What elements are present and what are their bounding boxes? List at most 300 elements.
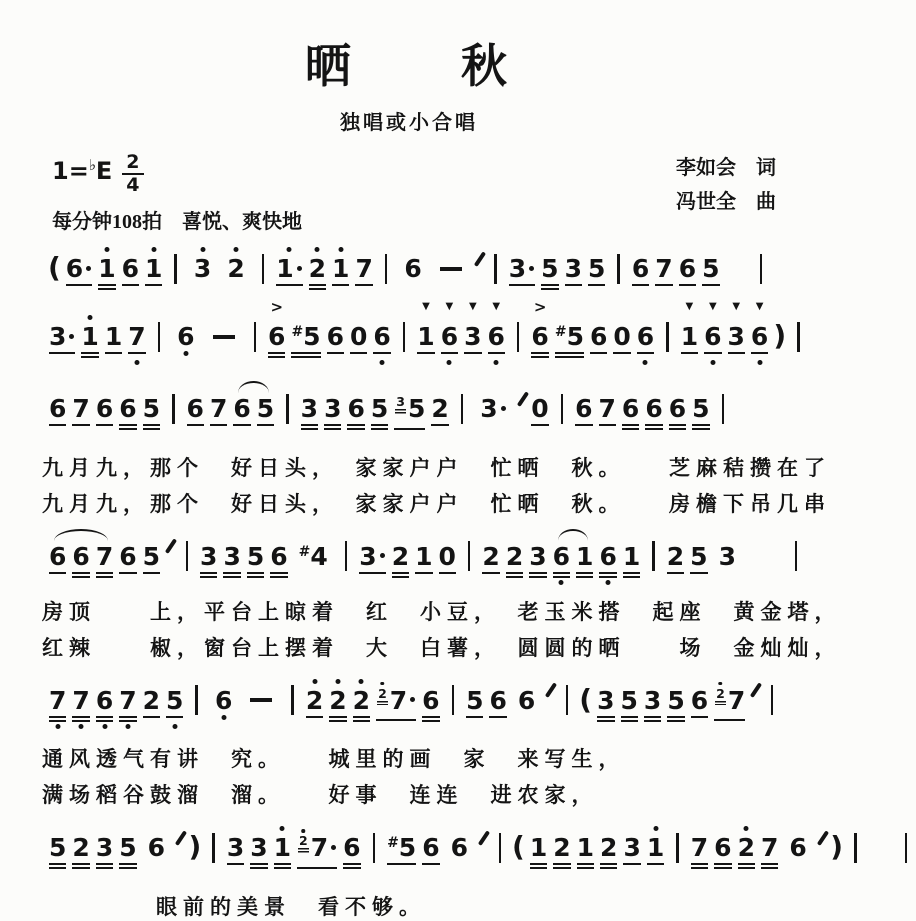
augmentation-dot (501, 406, 506, 411)
note-digit: 6 (147, 833, 166, 862)
note (391, 541, 410, 578)
note-digit: 7 (72, 685, 90, 715)
note (505, 541, 524, 578)
note (489, 685, 507, 722)
key-signature (52, 151, 302, 196)
octave-dot-low (643, 360, 648, 365)
note (623, 835, 640, 869)
barline (795, 541, 798, 571)
note (645, 396, 662, 430)
note (680, 301, 699, 358)
note-digit: 2 (737, 833, 755, 862)
octave-dot-high (653, 826, 658, 831)
note (227, 835, 244, 869)
note-digit: 6 (95, 685, 114, 715)
note (422, 835, 439, 869)
note-digit: 4 (310, 541, 328, 571)
octave-dot-low (221, 715, 226, 720)
note (96, 396, 113, 430)
note-digit: 6 (487, 322, 505, 351)
note (246, 541, 265, 578)
meter-denominator: 4 (126, 174, 140, 196)
octave-dot-high (315, 247, 320, 252)
fall-mark-icon (474, 251, 486, 266)
note-digit: 2 (482, 541, 500, 571)
dash-extension (250, 698, 272, 702)
note-digit: 5 (587, 254, 606, 283)
note (531, 298, 549, 358)
augmentation-dot (410, 697, 415, 702)
note (565, 256, 582, 290)
note-digit: 5 (370, 394, 389, 423)
barline (771, 685, 774, 715)
parenthesis: ) (830, 830, 844, 863)
note-digit: 5 (119, 833, 137, 862)
note (95, 541, 114, 578)
note-digit: 6 (233, 394, 251, 423)
barline (617, 254, 620, 284)
barline (262, 254, 265, 284)
composer-credit: 冯世全 曲 (676, 191, 776, 213)
note-digit: 6 (704, 322, 722, 351)
barline (905, 833, 908, 863)
note-digit: 3 (464, 322, 482, 351)
note-digit: 6 (668, 394, 687, 423)
note (643, 685, 662, 722)
note (555, 324, 584, 358)
octave-dot-low (79, 724, 84, 729)
note-digit: 1 (145, 254, 163, 283)
spacer (723, 276, 751, 277)
note-digit: 6 (645, 394, 663, 423)
note (789, 835, 806, 869)
note (531, 396, 548, 430)
note-digit: 3 (597, 685, 615, 715)
staccato-mark: ▼ (685, 301, 694, 312)
note-digit: 1 (417, 322, 435, 351)
note-digit: 6 (121, 254, 140, 283)
barline (291, 685, 294, 715)
note (177, 324, 194, 358)
fall-mark-icon (750, 682, 762, 697)
barline (499, 833, 502, 863)
note-digit: 5 (407, 394, 426, 423)
note-digit: 3 (564, 254, 582, 283)
note-digit: 5 (398, 833, 417, 862)
fall-mark-icon (165, 538, 177, 553)
note (666, 541, 685, 578)
note-digit: 3 (508, 254, 527, 283)
note-digit: 2 (227, 254, 245, 283)
accent-mark: > (533, 298, 547, 316)
note-digit: 3 (480, 394, 498, 423)
note-digit: 2 (142, 685, 161, 715)
dash-extension (440, 267, 462, 271)
lyric-line-verse1: 通风透气有讲 究。 城里的画 家 来写生， (42, 747, 626, 771)
note (691, 835, 708, 869)
note-digit: 6 (517, 685, 536, 715)
staccato-mark: ▼ (422, 301, 430, 312)
octave-dot-low (447, 360, 452, 365)
note-digit: 1 (529, 833, 548, 862)
note-digit: 7 (690, 833, 709, 862)
note (119, 396, 136, 430)
octave-dot-high (200, 247, 205, 252)
note (96, 835, 113, 869)
note (332, 256, 349, 290)
lyric-line-verse2: 红辣 椒，窗台上摆着 大 白薯， 圆圆的晒 场 金灿灿， (42, 635, 842, 660)
note-digit: 7 (389, 685, 408, 715)
note (655, 256, 672, 290)
barline (212, 833, 215, 863)
barline (452, 685, 455, 715)
note (329, 685, 347, 722)
note (298, 541, 328, 578)
note (49, 835, 66, 869)
note (359, 541, 385, 578)
note-digit: 3 (193, 254, 212, 283)
octave-dot-low (134, 360, 139, 365)
note-digit: 7 (310, 833, 329, 862)
note (291, 324, 320, 358)
barline (854, 833, 857, 863)
parenthesis: ( (48, 251, 61, 284)
staccato-mark: ▼ (445, 301, 454, 312)
note-digit: 7 (727, 685, 746, 715)
octave-dot-high (302, 829, 306, 833)
octave-dot-high (359, 679, 364, 684)
key-tempo-block (52, 151, 302, 234)
note-digit: 3 (727, 322, 745, 351)
grace-note (298, 835, 309, 853)
dash-extension (213, 335, 235, 339)
note (509, 256, 535, 290)
barline (345, 541, 348, 571)
note-digit: 2 (431, 394, 449, 423)
note (679, 256, 696, 290)
note (394, 396, 425, 434)
grace-note (395, 396, 406, 414)
octave-dot-high (381, 682, 385, 686)
note-digit: 2 (391, 541, 410, 571)
note-digit: 2 (305, 685, 324, 715)
note (577, 835, 594, 869)
meter-numerator: 2 (122, 153, 143, 175)
note (552, 541, 571, 578)
note-digit: 6 (690, 685, 709, 715)
note-digit: 2 (553, 833, 571, 862)
note-digit: 1 (276, 254, 294, 283)
fall-mark-icon (175, 830, 187, 845)
note (324, 396, 341, 430)
note (119, 835, 136, 869)
octave-dot-high (312, 679, 317, 684)
note (66, 256, 92, 290)
music-line-2 (24, 298, 794, 370)
note-digit: 2 (72, 833, 90, 862)
music-line-3 (24, 370, 794, 446)
note (210, 396, 227, 430)
note-digit: 0 (531, 394, 549, 423)
note (98, 256, 115, 290)
note (529, 541, 547, 578)
note (166, 685, 184, 722)
note-digit: 6 (347, 394, 365, 423)
staccato-mark: ▼ (732, 301, 741, 312)
note (431, 396, 448, 430)
grace-note-digit: 2 (298, 835, 309, 853)
note-digit: 5 (166, 685, 184, 715)
note-digit: 2 (600, 833, 618, 862)
note (142, 685, 161, 722)
note-digit: 6 (49, 394, 67, 423)
note (49, 685, 67, 722)
note (622, 541, 641, 578)
octave-dot-low (55, 724, 60, 729)
note-digit: 6 (621, 394, 640, 423)
note-digit: 0 (438, 541, 456, 571)
note (440, 301, 459, 358)
note (72, 541, 90, 578)
barline (566, 685, 569, 715)
note-digit: 7 (655, 254, 673, 283)
spacer (744, 564, 786, 565)
note-digit: 6 (599, 541, 617, 571)
note-digit: 5 (142, 394, 161, 423)
note (692, 396, 709, 430)
octave-dot-high (151, 247, 156, 252)
slur-group (550, 541, 597, 578)
barline (652, 541, 655, 571)
note (480, 396, 506, 430)
octave-dot-low (757, 360, 762, 365)
sharp-icon: # (554, 324, 567, 340)
system-3 (24, 370, 831, 518)
note (347, 396, 364, 430)
note (690, 541, 708, 578)
note (187, 396, 204, 430)
note-digit: 6 (552, 541, 571, 571)
note (327, 324, 344, 358)
slur-group (46, 541, 116, 578)
note (404, 256, 421, 290)
note (613, 324, 630, 358)
note (600, 835, 617, 869)
fall-mark-icon (817, 830, 829, 845)
note (667, 685, 685, 722)
note-digit: 3 (200, 541, 218, 571)
music-line-4 (24, 518, 794, 590)
note (305, 685, 324, 722)
octave-dot-low (102, 724, 107, 729)
note-digit: 6 (714, 833, 732, 862)
note (72, 835, 89, 869)
note-digit: 3 (250, 833, 268, 862)
note (200, 541, 218, 578)
octave-dot-low (606, 580, 611, 585)
parenthesis: ) (773, 319, 787, 352)
note-digit: 6 (636, 322, 655, 351)
note (49, 541, 67, 578)
barline (373, 833, 376, 863)
note-digit: 1 (576, 541, 594, 571)
note (49, 324, 75, 358)
note (714, 685, 746, 726)
note (145, 256, 162, 290)
note (417, 301, 435, 358)
note-digit: 3 (529, 541, 547, 571)
note-digit: 1 (273, 833, 292, 862)
note (371, 396, 388, 430)
note (714, 835, 731, 869)
grace-note (715, 685, 726, 706)
note (142, 541, 161, 578)
barline (517, 322, 520, 352)
grace-note-digit: 2 (377, 688, 388, 706)
note-digit: 3 (300, 394, 319, 423)
barline (760, 254, 763, 284)
barline (186, 541, 189, 571)
note-digit: 5 (246, 541, 265, 571)
fall-mark-icon (478, 830, 490, 845)
music-line-5 (24, 662, 794, 738)
note (541, 256, 558, 290)
note-digit: 7 (209, 394, 228, 423)
note (575, 396, 592, 430)
note (128, 324, 145, 358)
augmentation-dot (297, 266, 302, 271)
note (72, 685, 90, 722)
note (517, 685, 536, 722)
note-digit: 6 (440, 322, 459, 351)
note (49, 396, 66, 430)
note (214, 685, 233, 722)
note-digit: 5 (692, 394, 710, 423)
parenthesis: ( (579, 682, 593, 716)
staccato-mark: ▼ (755, 301, 764, 312)
note-digit: 5 (303, 322, 321, 351)
key-prefix: 1= (52, 157, 89, 185)
note-digit: 1 (104, 322, 123, 351)
note-digit: 1 (622, 541, 641, 571)
note-digit: 6 (119, 394, 137, 423)
note-digit: 6 (177, 322, 195, 351)
barline (461, 394, 464, 424)
note (487, 301, 505, 358)
note (343, 835, 360, 869)
note-digit: 5 (702, 254, 720, 283)
barline (666, 322, 669, 352)
note-digit: 0 (613, 322, 631, 351)
lyric-line-final: 眼前的美景 看不够。 (156, 894, 426, 919)
note-digit: 3 (226, 833, 245, 862)
note-digit: 3 (324, 394, 342, 423)
note-digit: 7 (128, 322, 146, 351)
note (622, 396, 639, 430)
octave-dot-high (234, 247, 239, 252)
augmentation-dot (380, 553, 385, 558)
note (376, 685, 416, 726)
note-digit: 2 (308, 254, 327, 283)
system-6 (24, 809, 844, 921)
note-digit: 1 (81, 322, 99, 351)
note-digit: 6 (422, 685, 440, 715)
note-digit: 6 (531, 322, 549, 351)
system-4 (24, 518, 842, 662)
barline (172, 394, 175, 424)
note (352, 685, 371, 722)
note-digit: 6 (373, 322, 391, 351)
music-line-1 (24, 234, 794, 302)
note-digit: 3 (359, 541, 377, 571)
note-digit: 5 (566, 322, 584, 351)
note-digit: 3 (643, 685, 662, 715)
note-digit: 5 (667, 685, 685, 715)
octave-dot-high (338, 247, 343, 252)
note (718, 541, 736, 578)
note-digit: 5 (466, 685, 484, 715)
accent-mark: > (270, 298, 284, 316)
note-digit: 2 (505, 541, 524, 571)
barline (494, 254, 497, 284)
note (576, 541, 594, 578)
barline (468, 541, 471, 571)
note-digit: 2 (666, 541, 685, 571)
barline (403, 322, 406, 352)
barline (797, 322, 800, 352)
system-5 (24, 662, 794, 810)
octave-dot-high (280, 826, 285, 831)
note-digit: 6 (95, 394, 114, 423)
augmentation-dot (69, 334, 74, 339)
song-subtitle: 独唱或小合唱 (340, 112, 478, 134)
note (647, 835, 664, 869)
note (257, 396, 274, 430)
note (727, 301, 745, 358)
note-digit: 2 (352, 685, 371, 715)
note-digit: 6 (65, 254, 84, 283)
note (415, 541, 433, 578)
note (702, 256, 719, 290)
note-digit: 6 (450, 833, 469, 862)
note (81, 324, 98, 358)
lyric-line-verse2: 九月九，那个 好日头， 家家户户 忙晒 秋。 房檐下吊几串 (42, 491, 831, 516)
fall-mark-icon (517, 391, 529, 406)
augmentation-dot (86, 266, 91, 271)
note (738, 835, 755, 869)
slur-group (230, 396, 277, 430)
system-2 (24, 298, 794, 370)
note (761, 835, 778, 869)
note-digit: 2 (329, 685, 347, 715)
note (194, 256, 211, 290)
lyric-line-verse2: 满场稻谷鼓溜 溜。 好事 连连 进农家， (42, 783, 599, 807)
flat-icon: ♭ (88, 156, 96, 174)
note-digit: 1 (680, 322, 699, 351)
lyric-line-verse1: 九月九，那个 好日头， 家家户户 忙晒 秋。 芝麻秸攒在了 (42, 455, 831, 480)
note-digit: 6 (575, 394, 593, 423)
note (350, 324, 367, 358)
note-digit: 6 (422, 833, 440, 862)
note-digit: 6 (49, 541, 67, 571)
note (599, 396, 616, 430)
note (750, 301, 769, 358)
note (143, 396, 160, 430)
note (590, 324, 607, 358)
parenthesis: ) (188, 830, 202, 863)
barline (385, 254, 388, 284)
augmentation-dot (529, 266, 534, 271)
